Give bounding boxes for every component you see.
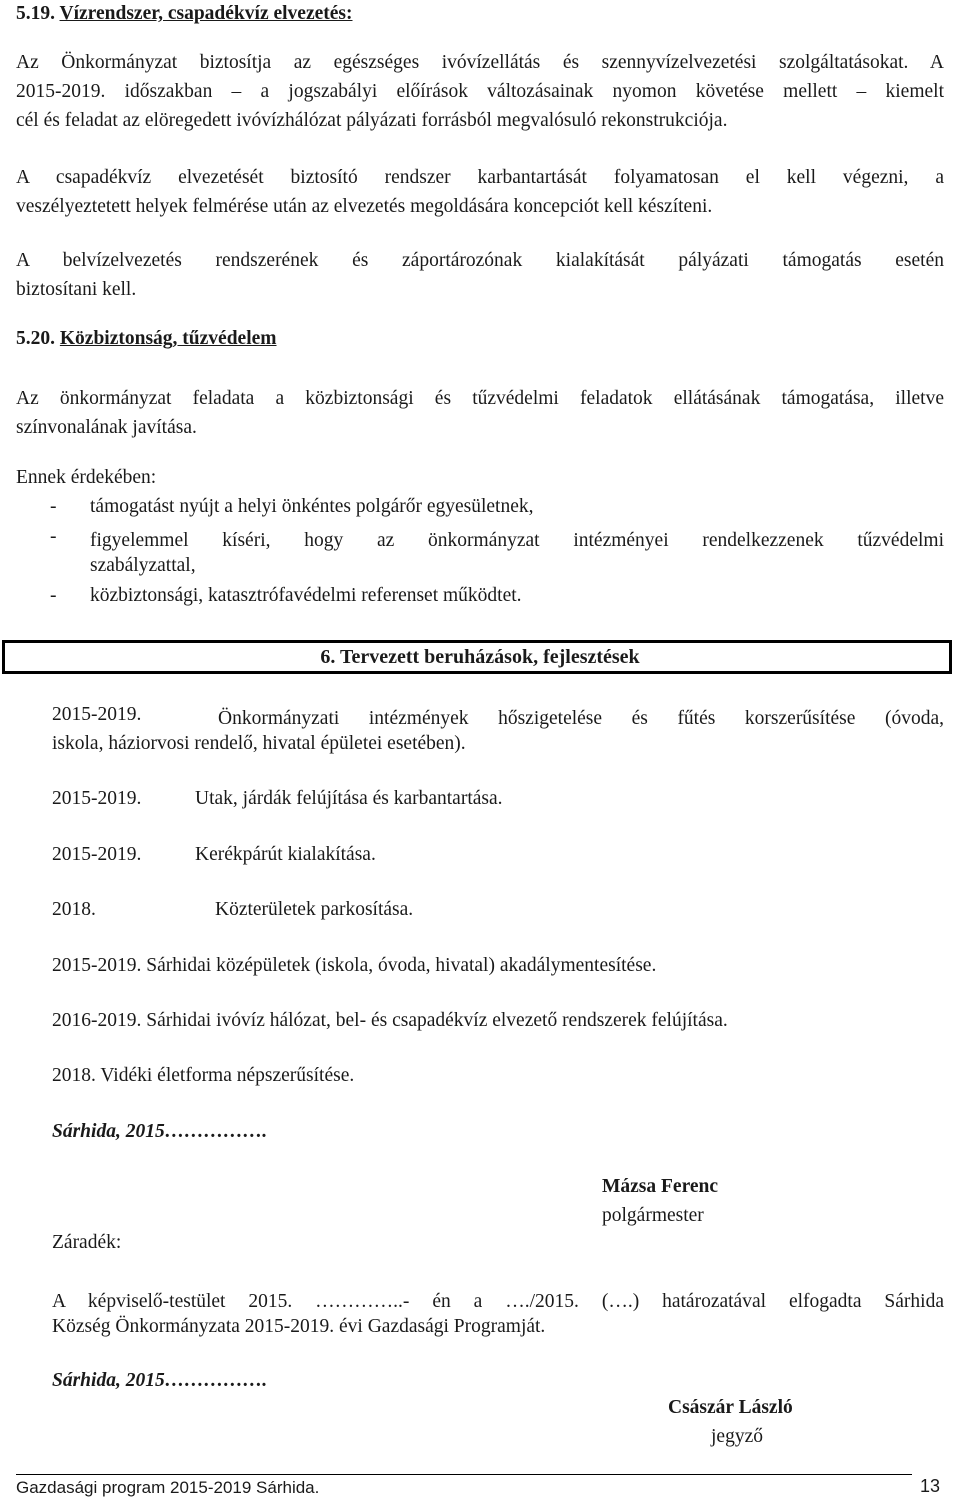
bullet-dash: - (50, 496, 57, 517)
approval-line: A képviselő-testület 2015. …………..- én a …./2015. (….) határozatával elfogadta Sárhida (52, 1291, 944, 1312)
paragraph-line: cél és feladat az elöregedett ivóvízhálózat pályázati forrásból megvalósuló rekonstrukciója. (16, 110, 728, 131)
item-text: Kerékpárút kialakítása. (195, 844, 376, 865)
signatory-role: polgármester (602, 1205, 704, 1226)
paragraph-line: veszélyeztetett helyek felmérése után az elvezetés megoldására koncepciót kell készíteni. (16, 196, 713, 217)
item-text: Önkormányzati intézmények hőszigetelése és fűtés korszerűsítése (óvoda, (218, 708, 944, 729)
paragraph-line: színvonalának javítása. (16, 417, 197, 438)
section-6-title: 6. Tervezett beruházások, fejlesztések (320, 646, 640, 668)
section-number: 5.20. (16, 328, 55, 349)
item-text-cont: iskola, háziorvosi rendelő, hivatal épületei esetében). (52, 733, 466, 754)
list-item-cont: szabályzattal, (90, 555, 196, 576)
item-year: 2018. (52, 899, 96, 920)
signatory-name: Mázsa Ferenc (602, 1176, 719, 1197)
item-year: 2015-2019. (52, 844, 142, 865)
section-5-19-heading (16, 3, 353, 25)
signatory-name: Császár László (668, 1397, 793, 1418)
section-number: 5.19. (16, 3, 55, 24)
list-item: közbiztonsági, katasztrófavédelmi referenset működtet. (90, 585, 522, 606)
paragraph-line: Az Önkormányzat biztosítja az egészséges ivóvízellátás és szennyvízelvezetési szolgáltatásokat. A (16, 52, 944, 73)
paragraph-line: A csapadékvíz elvezetését biztosító rendszer karbantartását folyamatosan el kell végezni, a (16, 167, 944, 188)
page-number: 13 (920, 1476, 941, 1496)
place-date: Sárhida, 2015……………. (52, 1121, 268, 1142)
list-item: figyelemmel kíséri, hogy az önkormányzat intézményei rendelkezzenek tűzvédelmi (90, 530, 944, 551)
signatory-role: jegyző (711, 1426, 763, 1447)
list-intro: Ennek érdekében: (16, 467, 157, 488)
item-line: 2018. Vidéki életforma népszerűsítése. (52, 1065, 355, 1086)
bullet-dash: - (50, 526, 57, 547)
item-year: 2015-2019. (52, 788, 142, 809)
footer-text: Gazdasági program 2015-2019 Sárhida. (16, 1478, 320, 1497)
paragraph-line: A belvízelvezetés rendszerének és záportározónak kialakítását pályázati támogatás esetén (16, 250, 944, 271)
footer-rule (16, 1474, 912, 1475)
paragraph-line: Az önkormányzat feladata a közbiztonsági és tűzvédelmi feladatok ellátásának támogatása, illetve (16, 388, 944, 409)
place-date: Sárhida, 2015……………. (52, 1370, 268, 1391)
section-title: Vízrendszer, csapadékvíz elvezetés: (59, 3, 353, 24)
item-line: 2016-2019. Sárhidai ivóvíz hálózat, bel- és csapadékvíz elvezető rendszerek felújítása. (52, 1010, 728, 1031)
item-text: Utak, járdák felújítása és karbantartása. (195, 788, 503, 809)
list-item: támogatást nyújt a helyi önkéntes polgárőr egyesületnek, (90, 496, 534, 517)
section-title: Közbiztonság, tűzvédelem (59, 328, 277, 349)
paragraph-line: biztosítani kell. (16, 279, 137, 300)
item-text: Közterületek parkosítása. (215, 899, 414, 920)
approval-line: Község Önkormányzata 2015-2019. évi Gazdasági Programját. (52, 1316, 546, 1337)
bullet-dash: - (50, 585, 57, 606)
item-line: 2015-2019. Sárhidai középületek (iskola, óvoda, hivatal) akadálymentesítése. (52, 955, 657, 976)
zaradek-label: Záradék: (52, 1232, 122, 1253)
paragraph-line: 2015-2019. időszakban – a jogszabályi előírások változásainak nyomon követése mellett – kiemelt (16, 81, 944, 102)
item-year: 2015-2019. (52, 704, 142, 725)
section-5-20-heading (16, 328, 277, 350)
